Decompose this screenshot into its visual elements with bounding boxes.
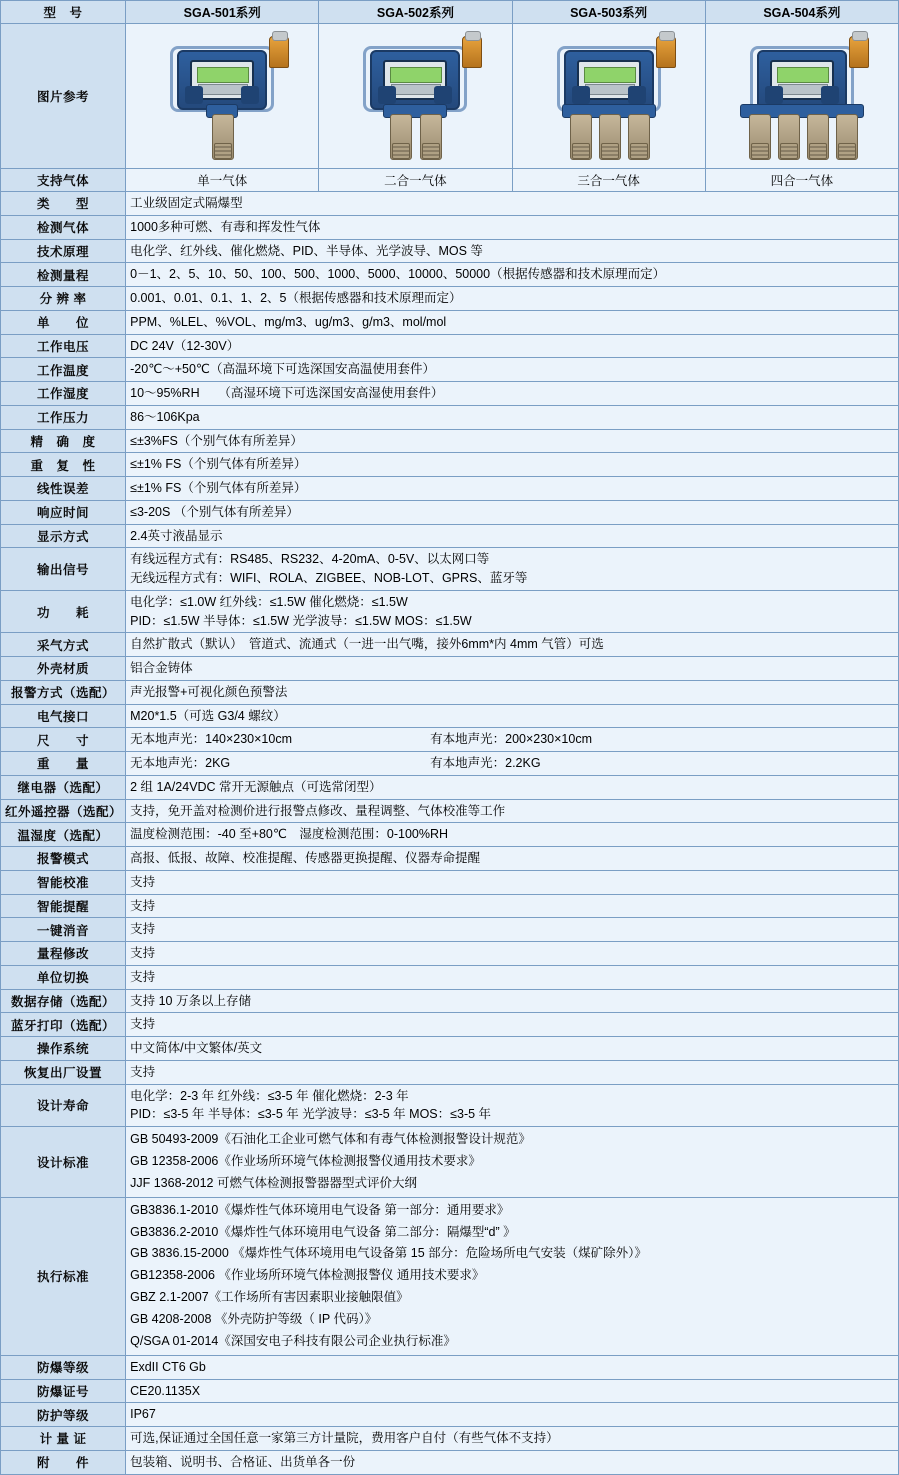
lcd-screen <box>584 67 636 83</box>
row-label-temp-humidity: 温湿度（选配） <box>1 823 126 847</box>
alarm-beacon <box>462 36 482 68</box>
power-item-value: ≤1.5W <box>435 613 472 628</box>
row-label-metrology-cert: 计 量 证 <box>1 1427 126 1451</box>
row-value-unit-switch: 支持 <box>126 965 899 989</box>
power-item-value: ≤1.5W <box>253 613 290 628</box>
sensor-probe <box>420 114 442 160</box>
row-label-bluetooth-print: 蓝牙打印（选配） <box>1 1013 126 1037</box>
sensor-probe <box>390 114 412 160</box>
row-value-weight <box>126 752 899 776</box>
life-item <box>130 1107 204 1121</box>
row-value-accessories: 包装箱、说明书、合格证、出货单各一份 <box>126 1450 899 1474</box>
row-label-unit: 单 位 <box>1 310 126 334</box>
row-label-ip-rating: 防护等级 <box>1 1403 126 1427</box>
row-value-response-time: ≤3-20S （个别气体有所差异） <box>126 500 899 524</box>
row-value-accuracy: ≤±3%FS（个别气体有所差异） <box>126 429 899 453</box>
row-label-detect-gas: 检测气体 <box>1 215 126 239</box>
row-label-output: 输出信号 <box>1 548 126 591</box>
row-value-smart-calibration: 支持 <box>126 870 899 894</box>
table-row <box>1 405 899 429</box>
power-item <box>203 614 289 628</box>
model-head-1: SGA-501系列 <box>126 1 319 24</box>
row-label-shell-material: 外壳材质 <box>1 657 126 681</box>
row-label-type: 类 型 <box>1 192 126 216</box>
table-row <box>1 633 899 657</box>
row-value-electrical-interface: M20*1.5（可选 G3/4 螺纹） <box>126 704 899 728</box>
table-row <box>1 847 899 871</box>
table-row-design-standard <box>1 1127 899 1198</box>
row-label-smart-calibration: 智能校准 <box>1 870 126 894</box>
row-label-size: 尺 寸 <box>1 728 126 752</box>
row-value-metrology-cert: 可选,保证通过全国任意一家第三方计量院，费用客户自付（有些气体不支持） <box>126 1427 899 1451</box>
table-row <box>1 382 899 406</box>
model-head-4: SGA-504系列 <box>705 1 898 24</box>
power-item <box>130 614 199 628</box>
gas-detector-illustration <box>330 26 500 166</box>
sensor-probe <box>836 114 858 160</box>
cable-gland-right <box>628 86 646 104</box>
row-label-humidity: 工作湿度 <box>1 382 126 406</box>
table-row <box>1 334 899 358</box>
table-row-model <box>1 1 899 24</box>
row-value-principle: 电化学、红外线、催化燃烧、PID、半导体、光学波导、MOS 等 <box>126 239 899 263</box>
row-label-one-key-mute: 一键消音 <box>1 918 126 942</box>
life-item <box>218 1089 309 1103</box>
power-line-1 <box>130 593 894 612</box>
row-value-type: 工业级固定式隔爆型 <box>126 192 899 216</box>
gas-detector-illustration <box>717 26 887 166</box>
standard-line: JJF 1368-2012 可燃气体检测报警器器型式评价大纲 <box>130 1175 417 1190</box>
row-label-sampling: 采气方式 <box>1 633 126 657</box>
life-item-value: 2-3 年 <box>180 1088 215 1103</box>
lcd-screen <box>777 67 829 83</box>
row-label-ir-remote: 红外遥控器（选配） <box>1 799 126 823</box>
device-image-3 <box>512 24 705 169</box>
cable-gland-left <box>572 86 590 104</box>
table-row <box>1 239 899 263</box>
row-label-resolution: 分 辨 率 <box>1 287 126 311</box>
sensor-probe <box>570 114 592 160</box>
power-item <box>130 595 216 609</box>
lcd-screen <box>390 67 442 83</box>
alarm-beacon <box>656 36 676 68</box>
table-row <box>1 1355 899 1379</box>
row-label-model: 型 号 <box>1 1 126 24</box>
gas-value-3: 三合一气体 <box>512 169 705 192</box>
row-value-temp-humidity: 温度检测范围：-40 至+80℃ 湿度检测范围：0-100%RH <box>126 823 899 847</box>
standard-line: Q/SGA 01-2014《深国安电子科技有限公司企业执行标准》 <box>130 1333 456 1348</box>
row-label-power: 功 耗 <box>1 590 126 633</box>
life-item-value: ≤3-5 年 <box>257 1107 299 1122</box>
power-item <box>395 614 472 628</box>
life-item <box>302 1107 405 1121</box>
table-row-gas <box>1 169 899 192</box>
standard-line: GB 3836.15-2000 《爆炸性气体环境用电气设备第 15 部分：危险场所电气安装（煤矿除外）》 <box>130 1246 647 1261</box>
table-row <box>1 1450 899 1474</box>
row-label-temperature: 工作温度 <box>1 358 126 382</box>
table-row <box>1 1379 899 1403</box>
row-label-design-standard: 设计标准 <box>1 1127 126 1198</box>
table-row <box>1 1037 899 1061</box>
row-label-ex-rating: 防爆等级 <box>1 1355 126 1379</box>
row-value-humidity: 10～95%RH （高湿环境下可选深国安高湿使用套件） <box>126 382 899 406</box>
life-item <box>409 1107 491 1121</box>
row-label-repeatability: 重 复 性 <box>1 453 126 477</box>
life-item <box>208 1107 299 1121</box>
size-with-beacon: 有本地声光：200×230×10cm <box>430 732 593 747</box>
row-label-os: 操作系统 <box>1 1037 126 1061</box>
output-wired: 有线远程方式有：RS485、RS232、4-20mA、0-5V、以太网口等 <box>130 552 490 567</box>
row-value-linearity: ≤±1% FS（个别气体有所差异） <box>126 477 899 501</box>
row-value-range: 0－1、2、5、10、50、100、500、1000、5000、10000、50000（根据传感器和技术原理而定） <box>126 263 899 287</box>
table-row <box>1 477 899 501</box>
table-row-exec-standard <box>1 1197 899 1355</box>
weight-with-beacon: 有本地声光：2.2KG <box>430 756 541 770</box>
table-row <box>1 358 899 382</box>
detector-body <box>757 50 847 110</box>
row-value-size <box>126 728 899 752</box>
table-row <box>1 870 899 894</box>
row-label-design-life: 设计寿命 <box>1 1084 126 1127</box>
model-head-2: SGA-502系列 <box>319 1 512 24</box>
table-row <box>1 657 899 681</box>
row-value-bluetooth-print: 支持 <box>126 1013 899 1037</box>
table-row <box>1 524 899 548</box>
row-value-sampling: 自然扩散式（默认） 管道式、流通式（一进一出气嘴，接外6mm*内 4mm 气管）可选 <box>126 633 899 657</box>
life-item <box>312 1089 409 1103</box>
row-label-image: 图片参考 <box>1 24 126 169</box>
power-item <box>309 595 408 609</box>
table-row <box>1 799 899 823</box>
standard-line: GB 50493-2009《石油化工企业可燃气体和有毒气体检测报警设计规范》 <box>130 1132 531 1146</box>
power-item-name: 催化燃烧： <box>309 594 372 609</box>
cable-gland-right <box>821 86 839 104</box>
power-item-value: ≤1.5W <box>371 594 408 609</box>
table-row <box>1 310 899 334</box>
row-label-data-storage: 数据存储（选配） <box>1 989 126 1013</box>
row-label-principle: 技术原理 <box>1 239 126 263</box>
model-head-3: SGA-503系列 <box>512 1 705 24</box>
row-label-accuracy: 精 确 度 <box>1 429 126 453</box>
cable-gland-right <box>434 86 452 104</box>
row-value-smart-reminder: 支持 <box>126 894 899 918</box>
gas-detector-illustration <box>137 26 307 166</box>
row-label-display: 显示方式 <box>1 524 126 548</box>
sensor-probe <box>628 114 650 160</box>
standard-line: GB 12358-2006《作业场所环境气体检测报警仪通用技术要求》 <box>130 1153 481 1168</box>
row-value-range-modify: 支持 <box>126 942 899 966</box>
power-item <box>293 614 392 628</box>
standard-line: GB3836.2-2010《爆炸性气体环境用电气设备 第二部分：隔爆型“d” 》 <box>130 1224 516 1239</box>
table-row <box>1 500 899 524</box>
sensor-probe <box>807 114 829 160</box>
row-value-detect-gas: 1000多种可燃、有毒和挥发性气体 <box>126 215 899 239</box>
row-value-data-storage: 支持 10 万条以上存储 <box>126 989 899 1013</box>
power-item-name: MOS： <box>394 613 436 628</box>
cable-gland-left <box>765 86 783 104</box>
row-label-gas: 支持气体 <box>1 169 126 192</box>
detector-body <box>564 50 654 110</box>
life-item-value: ≤3-5 年 <box>163 1107 205 1122</box>
table-row <box>1 918 899 942</box>
row-value-display: 2.4英寸液晶显示 <box>126 524 899 548</box>
table-row-life <box>1 1084 899 1127</box>
table-row-size <box>1 728 899 752</box>
row-value-ir-remote: 支持，免开盖对检测价进行报警点修改、量程调整、气体校准等工作 <box>126 799 899 823</box>
row-value-relay: 2 组 1A/24VDC 常开无源触点（可选常闭型） <box>126 775 899 799</box>
cable-gland-left <box>378 86 396 104</box>
row-label-alarm-modes: 报警模式 <box>1 847 126 871</box>
table-row <box>1 1013 899 1037</box>
table-row <box>1 680 899 704</box>
row-value-ex-cert: CE20.1135X <box>126 1379 899 1403</box>
table-row-weight <box>1 752 899 776</box>
sensor-probe <box>599 114 621 160</box>
row-label-factory-reset: 恢复出厂设置 <box>1 1060 126 1084</box>
alarm-beacon <box>849 36 869 68</box>
row-label-voltage: 工作电压 <box>1 334 126 358</box>
table-row <box>1 823 899 847</box>
life-line-2 <box>130 1105 894 1124</box>
gas-detector-illustration <box>524 26 694 166</box>
row-label-exec-standard: 执行标准 <box>1 1197 126 1355</box>
power-item-name: 半导体： <box>203 613 254 628</box>
row-value-one-key-mute: 支持 <box>126 918 899 942</box>
life-item-name: MOS： <box>409 1107 451 1122</box>
row-label-ex-cert: 防爆证号 <box>1 1379 126 1403</box>
table-row-output <box>1 548 899 591</box>
power-item-value: ≤1.5W <box>269 594 306 609</box>
life-item-value: ≤3-5 年 <box>267 1088 309 1103</box>
sensor-probe <box>212 114 234 160</box>
sensor-probe <box>749 114 771 160</box>
power-item-value: ≤1.5W <box>355 613 392 628</box>
life-item-name: PID： <box>130 1107 164 1122</box>
life-item-value: ≤3-5 年 <box>450 1107 492 1122</box>
cable-gland-left <box>185 86 203 104</box>
device-image-1 <box>126 24 319 169</box>
row-label-range-modify: 量程修改 <box>1 942 126 966</box>
table-row <box>1 1427 899 1451</box>
row-value-alarm-mode: 声光报警+可视化颜色预警法 <box>126 680 899 704</box>
table-row <box>1 192 899 216</box>
life-item-name: 催化燃烧： <box>312 1088 375 1103</box>
power-item-name: 红外线： <box>219 594 270 609</box>
lcd-screen <box>197 67 249 83</box>
power-line-2 <box>130 612 894 631</box>
table-row <box>1 704 899 728</box>
life-item-value: ≤3-5 年 <box>364 1107 406 1122</box>
output-wireless: 无线远程方式有：WIFI、ROLA、ZIGBEE、NOB-LOT、GPRS、蓝牙等 <box>130 571 528 585</box>
row-label-unit-switch: 单位切换 <box>1 965 126 989</box>
power-item-name: 电化学： <box>130 594 181 609</box>
row-label-accessories: 附 件 <box>1 1450 126 1474</box>
life-item <box>130 1089 214 1103</box>
gas-value-1: 单一气体 <box>126 169 319 192</box>
power-item <box>220 595 306 609</box>
row-value-ex-rating: ExdII CT6 Gb <box>126 1355 899 1379</box>
row-value-output <box>126 548 899 591</box>
row-value-repeatability: ≤±1% FS（个别气体有所差异） <box>126 453 899 477</box>
row-value-pressure: 86～106Kpa <box>126 405 899 429</box>
row-label-smart-reminder: 智能提醒 <box>1 894 126 918</box>
table-row <box>1 942 899 966</box>
table-row <box>1 263 899 287</box>
table-row <box>1 287 899 311</box>
power-item-value: ≤1.0W <box>180 594 217 609</box>
life-item-name: 电化学： <box>130 1088 181 1103</box>
life-line-1 <box>130 1087 894 1106</box>
gas-value-4: 四合一气体 <box>705 169 898 192</box>
life-item-name: 半导体： <box>207 1107 258 1122</box>
standard-line: GB3836.1-2010《爆炸性气体环境用电气设备 第一部分：通用要求》 <box>130 1202 510 1217</box>
table-row <box>1 894 899 918</box>
life-item-value: 2-3 年 <box>374 1088 409 1103</box>
row-value-resolution: 0.001、0.01、0.1、1、2、5（根据传感器和技术原理而定） <box>126 287 899 311</box>
row-value-design-standard <box>126 1127 899 1198</box>
row-label-response-time: 响应时间 <box>1 500 126 524</box>
gas-value-2: 二合一气体 <box>319 169 512 192</box>
detector-body <box>177 50 267 110</box>
standard-line: GB12358-2006 《作业场所环境气体检测报警仪 通用技术要求》 <box>130 1268 485 1283</box>
table-row <box>1 215 899 239</box>
cable-gland-right <box>241 86 259 104</box>
row-value-unit: PPM、%LEL、%VOL、mg/m3、ug/m3、g/m3、mol/mol <box>126 310 899 334</box>
row-value-os: 中文简体/中文繁体/英文 <box>126 1037 899 1061</box>
power-item-value: ≤1.5W <box>163 613 200 628</box>
row-label-weight: 重 量 <box>1 752 126 776</box>
table-row <box>1 453 899 477</box>
row-value-temperature: -20℃～+50℃（高温环境下可选深国安高温使用套件） <box>126 358 899 382</box>
table-row-power <box>1 590 899 633</box>
row-value-ip-rating: IP67 <box>126 1403 899 1427</box>
row-label-electrical-interface: 电气接口 <box>1 704 126 728</box>
weight-without-beacon: 无本地声光：2KG <box>130 756 231 770</box>
row-label-alarm-mode: 报警方式（选配） <box>1 680 126 704</box>
row-label-relay: 继电器（选配） <box>1 775 126 799</box>
row-value-alarm-modes: 高报、低报、故障、校准提醒、传感器更换提醒、仪器寿命提醒 <box>126 847 899 871</box>
alarm-beacon <box>269 36 289 68</box>
detector-body <box>370 50 460 110</box>
row-value-factory-reset: 支持 <box>126 1060 899 1084</box>
table-row <box>1 429 899 453</box>
power-item-name: 光学波导： <box>292 613 356 628</box>
row-label-linearity: 线性误差 <box>1 477 126 501</box>
row-value-shell-material: 铝合金铸体 <box>126 657 899 681</box>
device-image-4 <box>705 24 898 169</box>
table-row <box>1 1060 899 1084</box>
row-value-design-life <box>126 1084 899 1127</box>
device-image-2 <box>319 24 512 169</box>
standard-line: GB 4208-2008 《外壳防护等级（ IP 代码）》 <box>130 1312 378 1326</box>
life-item-name: 光学波导： <box>302 1107 365 1122</box>
sensor-probe <box>778 114 800 160</box>
table-row <box>1 965 899 989</box>
standard-line: GBZ 2.1-2007《工作场所有害因素职业接触限值》 <box>130 1290 409 1305</box>
size-without-beacon: 无本地声光：140×230×10cm <box>130 732 293 747</box>
table-row <box>1 1403 899 1427</box>
life-item-name: 红外线： <box>217 1088 268 1103</box>
row-value-exec-standard <box>126 1197 899 1355</box>
row-label-range: 检测量程 <box>1 263 126 287</box>
power-item-name: PID： <box>130 613 164 628</box>
table-row <box>1 989 899 1013</box>
table-row <box>1 775 899 799</box>
row-value-power <box>126 590 899 633</box>
row-label-pressure: 工作压力 <box>1 405 126 429</box>
table-row-images <box>1 24 899 169</box>
row-value-voltage: DC 24V（12-30V） <box>126 334 899 358</box>
